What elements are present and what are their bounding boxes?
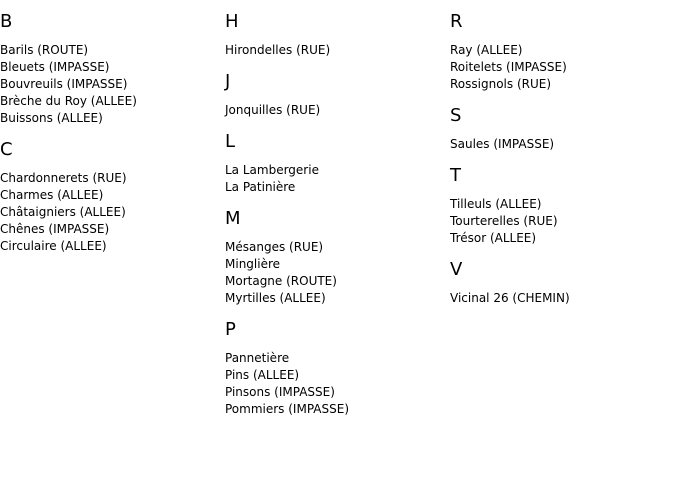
street-entry: Roitelets (IMPASSE)	[450, 60, 567, 74]
letter-heading: L	[225, 131, 236, 152]
street-entry: Mésanges (RUE)	[225, 240, 324, 254]
street-entry: Tilleuls (ALLEE)	[450, 197, 542, 211]
street-list	[0, 42, 137, 127]
street-entry: Pannetière	[225, 351, 290, 365]
letter-heading: C	[0, 139, 13, 160]
street-entry: Saules (IMPASSE)	[450, 137, 555, 151]
letter-heading: T	[450, 165, 461, 186]
letter-group-v	[450, 247, 570, 307]
street-list	[225, 239, 349, 307]
street-list	[450, 196, 570, 247]
street-entry: Minglière	[225, 257, 281, 271]
letter-heading: R	[450, 11, 463, 32]
street-entry: Chardonnerets (RUE)	[0, 171, 127, 185]
street-list	[450, 42, 570, 93]
letter-group-t	[450, 153, 570, 247]
letter-group-j	[225, 59, 349, 119]
index-column-2	[225, 0, 349, 418]
street-entry: Buissons (ALLEE)	[0, 111, 103, 125]
street-entry: Bouvreuils (IMPASSE)	[0, 77, 128, 91]
street-list	[0, 170, 137, 255]
street-entry: Rossignols (RUE)	[450, 77, 552, 91]
letter-group-p	[225, 307, 349, 418]
letter-group-h	[225, 0, 349, 59]
street-entry: Vicinal 26 (CHEMIN)	[450, 291, 570, 305]
street-entry: Trésor (ALLEE)	[450, 231, 537, 245]
street-list	[225, 102, 349, 119]
letter-heading: S	[450, 105, 462, 126]
letter-group-c	[0, 127, 137, 255]
street-list	[450, 136, 570, 153]
street-list	[225, 42, 349, 59]
street-entry: Châtaigniers (ALLEE)	[0, 205, 126, 219]
street-list	[225, 162, 349, 196]
letter-heading: V	[450, 259, 463, 280]
letter-group-b	[0, 0, 137, 127]
letter-group-r	[450, 0, 570, 93]
letter-group-m	[225, 196, 349, 307]
street-entry: Hirondelles (RUE)	[225, 43, 331, 57]
street-entry: Ray (ALLEE)	[450, 43, 523, 57]
street-entry: Circulaire (ALLEE)	[0, 239, 107, 253]
street-entry: Brèche du Roy (ALLEE)	[0, 94, 137, 108]
street-entry: Mortagne (ROUTE)	[225, 274, 337, 288]
street-entry: Jonquilles (RUE)	[225, 103, 321, 117]
street-entry: Charmes (ALLEE)	[0, 188, 104, 202]
street-entry: Pins (ALLEE)	[225, 368, 300, 382]
index-column-3	[450, 0, 570, 307]
letter-heading: P	[225, 319, 236, 340]
letter-group-s	[450, 93, 570, 153]
street-list	[450, 290, 570, 307]
letter-heading: M	[225, 208, 241, 229]
letter-heading: J	[225, 71, 231, 92]
street-entry: Pinsons (IMPASSE)	[225, 385, 335, 399]
letter-heading: H	[225, 11, 239, 32]
street-list	[225, 350, 349, 418]
street-entry: Myrtilles (ALLEE)	[225, 291, 326, 305]
street-entry: Tourterelles (RUE)	[450, 214, 558, 228]
letter-group-l	[225, 119, 349, 196]
street-entry: Pommiers (IMPASSE)	[225, 402, 349, 416]
street-entry: La Patinière	[225, 180, 296, 194]
street-entry: Chênes (IMPASSE)	[0, 222, 110, 236]
street-entry: La Lambergerie	[225, 163, 319, 177]
street-entry: Bleuets (IMPASSE)	[0, 60, 110, 74]
street-entry: Barils (ROUTE)	[0, 43, 89, 57]
index-column-1	[0, 0, 137, 255]
letter-heading: B	[0, 11, 13, 32]
